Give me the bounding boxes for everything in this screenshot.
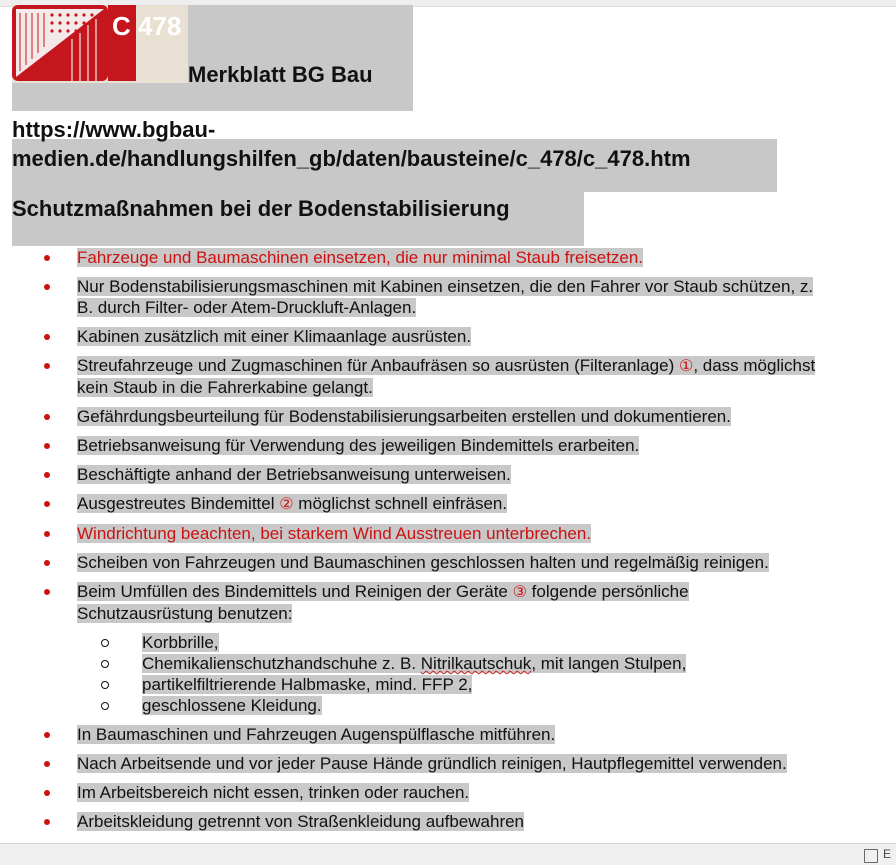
list-item: Nach Arbeitsende und vor jeder Pause Hände gründlich reinigen, Hautpflegemittel verwenden. xyxy=(0,753,817,774)
status-text: E xyxy=(883,847,892,861)
circle-bullet-icon xyxy=(101,639,109,647)
list-item: Betriebsanweisung für Verwendung des jeweiligen Bindemittels erarbeiten. xyxy=(0,435,817,456)
header-highlight xyxy=(12,5,413,111)
source-url-line-2[interactable]: medien.de/handlungshilfen_gb/daten/bausteine/c_478/c_478.htm xyxy=(12,146,691,171)
circle-bullet-icon xyxy=(101,702,109,710)
bullet-icon xyxy=(44,819,50,825)
bullet-icon xyxy=(44,472,50,478)
bullet-icon xyxy=(44,531,50,537)
section-highlight xyxy=(12,192,584,246)
circle-bullet-icon xyxy=(101,681,109,689)
bullet-icon xyxy=(44,443,50,449)
reference-number: ① xyxy=(678,358,694,375)
circle-bullet-icon xyxy=(101,660,109,668)
list-item: Beim Umfüllen des Bindemittels und Reinigen der Geräte ③ folgende persönliche Schutzausrüstung benutzen: Korbbrille, Chemikalienschutzhandschuhe z. B. Nitrilkautschuk, mit langen Stulpen, partikelfiltrierende Halbmaske, mind. FFP 2, geschlossene Kleidung. xyxy=(0,581,817,716)
status-bar xyxy=(0,843,896,865)
list-item: Im Arbeitsbereich nicht essen, trinken oder rauchen. xyxy=(0,782,817,803)
url-block xyxy=(12,111,777,192)
list-item: Gefährdungsbeurteilung für Bodenstabilisierungsarbeiten erstellen und dokumentieren. xyxy=(0,406,817,427)
document-page xyxy=(0,5,896,843)
list-item: Beschäftigte anhand der Betriebsanweisung unterweisen. xyxy=(0,464,817,485)
bullet-icon xyxy=(44,560,50,566)
list-item: Streufahrzeuge und Zugmaschinen für Anbaufräsen so ausrüsten (Filteranlage) ①, dass möglichst kein Staub in die Fahrerkabine gelangt. xyxy=(0,355,817,398)
spellcheck-word[interactable]: Nitrilkautschuk xyxy=(420,654,532,673)
list-item: Arbeitskleidung getrennt von Straßenkleidung aufbewahren xyxy=(0,811,817,832)
sub-list-item: partikelfiltrierende Halbmaske, mind. FFP 2, xyxy=(65,674,817,695)
list-item: In Baumaschinen und Fahrzeugen Augenspülflasche mitführen. xyxy=(0,724,817,745)
bg-bau-logo xyxy=(12,5,188,83)
list-item: Nur Bodenstabilisierungsmaschinen mit Kabinen einsetzen, die den Fahrer vor Staub schützen, z. B. durch Filter- oder Atem-Druckluft-Anlagen. xyxy=(0,276,817,318)
bullet-icon xyxy=(44,790,50,796)
page-icon[interactable] xyxy=(864,849,878,863)
bullet-icon xyxy=(44,334,50,340)
document-title: Merkblatt BG Bau xyxy=(188,62,373,87)
bullet-icon xyxy=(44,589,50,595)
source-url[interactable] xyxy=(12,115,777,173)
bullet-icon xyxy=(44,501,50,507)
list-item: Kabinen zusätzlich mit einer Klimaanlage ausrüsten. xyxy=(0,326,817,347)
logo-text: C 478 xyxy=(112,11,182,41)
bullet-icon xyxy=(44,732,50,738)
source-url-line-1[interactable]: https://www.bgbau- xyxy=(12,117,216,142)
sub-list-item: Chemikalienschutzhandschuhe z. B. Nitrilkautschuk, mit langen Stulpen, xyxy=(65,653,817,674)
bullet-icon xyxy=(44,414,50,420)
sub-list-item: geschlossene Kleidung. xyxy=(65,695,817,716)
list-item: Ausgestreutes Bindemittel ② möglichst schnell einfräsen. xyxy=(0,493,817,515)
sub-list-item: Korbbrille, xyxy=(65,632,817,653)
bullet-icon xyxy=(44,284,50,290)
bullet-icon xyxy=(44,761,50,767)
bullet-icon xyxy=(44,255,50,261)
list-item: Windrichtung beachten, bei starkem Wind Ausstreuen unterbrechen. xyxy=(0,523,817,544)
list-item: Scheiben von Fahrzeugen und Baumaschinen geschlossen halten und regelmäßig reinigen. xyxy=(0,552,817,573)
list-item: Fahrzeuge und Baumaschinen einsetzen, die nur minimal Staub freisetzen. xyxy=(0,247,817,268)
reference-number: ③ xyxy=(512,584,527,601)
ppe-sublist xyxy=(65,632,817,716)
section-title: Schutzmaßnahmen bei der Bodenstabilisierung xyxy=(12,196,510,221)
measures-list xyxy=(0,247,896,840)
reference-number: ② xyxy=(279,496,294,513)
bullet-icon xyxy=(44,363,50,369)
